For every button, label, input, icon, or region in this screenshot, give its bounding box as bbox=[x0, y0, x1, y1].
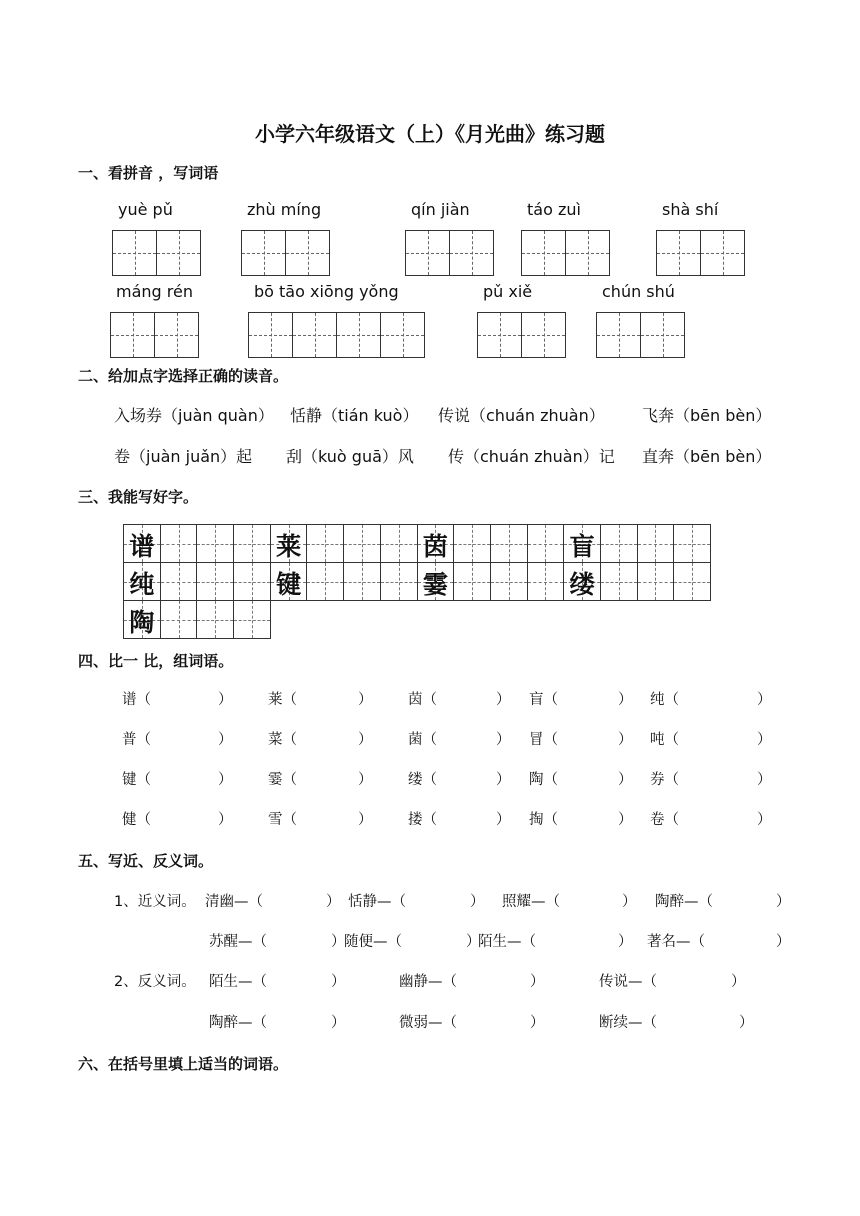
compare-item: 卷（ bbox=[650, 812, 679, 828]
compare-item: 冒（ bbox=[529, 732, 558, 748]
practice-cell[interactable] bbox=[161, 563, 198, 601]
practice-cell[interactable] bbox=[491, 563, 528, 601]
practice-cell[interactable] bbox=[454, 563, 491, 601]
compare-item: 盲（ bbox=[529, 692, 558, 708]
practice-cell[interactable] bbox=[564, 563, 601, 601]
practice-cell[interactable] bbox=[307, 525, 344, 563]
writing-cell[interactable] bbox=[657, 231, 701, 275]
section-3-heading: 三、我能写好字。 bbox=[78, 488, 199, 506]
practice-cell[interactable] bbox=[418, 563, 455, 601]
writing-cell[interactable] bbox=[286, 231, 330, 275]
synonym-label: 1、近义词。 bbox=[114, 894, 196, 910]
answer-close-paren: ） bbox=[757, 732, 772, 748]
practice-cell[interactable] bbox=[234, 601, 271, 639]
pinyin-label: bō tāo xiōng yǒng bbox=[254, 282, 399, 301]
writing-cell[interactable] bbox=[450, 231, 494, 275]
answer-close-paren: ） bbox=[496, 772, 511, 788]
word-pair-item: 陌生—（ bbox=[478, 934, 536, 950]
reading-item: 卷（juàn juǎn）起 bbox=[114, 447, 253, 466]
answer-close-paren: ） bbox=[739, 1015, 754, 1031]
answer-close-paren: ） bbox=[331, 934, 346, 950]
answer-close-paren: ） bbox=[466, 934, 481, 950]
model-character: 谱 bbox=[129, 532, 155, 561]
model-character: 茵 bbox=[422, 532, 448, 561]
word-pair-item: 陶醉—（ bbox=[209, 1015, 267, 1031]
word-pair-item: 著名—（ bbox=[647, 934, 705, 950]
reading-item: 直奔（bēn bèn） bbox=[642, 447, 772, 466]
answer-close-paren: ） bbox=[496, 732, 511, 748]
writing-cell[interactable] bbox=[155, 313, 199, 357]
reading-item: 飞奔（bēn bèn） bbox=[642, 406, 772, 425]
answer-close-paren: ） bbox=[618, 772, 633, 788]
practice-cell[interactable] bbox=[528, 563, 565, 601]
practice-cell[interactable] bbox=[674, 525, 711, 563]
practice-cell[interactable] bbox=[197, 563, 234, 601]
compare-item: 缕（ bbox=[408, 772, 437, 788]
answer-close-paren: ） bbox=[496, 692, 511, 708]
compare-item: 菜（ bbox=[268, 732, 297, 748]
writing-cell[interactable] bbox=[522, 231, 566, 275]
writing-cell[interactable] bbox=[337, 313, 381, 357]
practice-cell[interactable] bbox=[271, 563, 308, 601]
writing-cell[interactable] bbox=[242, 231, 286, 275]
practice-cell[interactable] bbox=[234, 563, 271, 601]
writing-cell[interactable] bbox=[701, 231, 745, 275]
writing-grid[interactable] bbox=[248, 312, 425, 358]
reading-item: 传说（chuán zhuàn） bbox=[438, 406, 605, 425]
pinyin-label: qín jiàn bbox=[411, 200, 470, 219]
answer-close-paren: ） bbox=[218, 812, 233, 828]
pinyin-label: táo zuì bbox=[527, 200, 581, 219]
writing-grid[interactable] bbox=[596, 312, 685, 358]
writing-cell[interactable] bbox=[522, 313, 566, 357]
compare-item: 莱（ bbox=[268, 692, 297, 708]
section-6-heading: 六、在括号里填上适当的词语。 bbox=[78, 1055, 289, 1073]
word-pair-item: 幽静—（ bbox=[399, 974, 457, 990]
practice-cell[interactable] bbox=[344, 525, 381, 563]
writing-grid[interactable] bbox=[112, 230, 201, 276]
compare-item: 陶（ bbox=[529, 772, 558, 788]
answer-close-paren: ） bbox=[218, 732, 233, 748]
practice-cell[interactable] bbox=[234, 525, 271, 563]
model-character: 键 bbox=[276, 570, 302, 599]
model-character: 盲 bbox=[569, 532, 595, 561]
answer-close-paren: ） bbox=[470, 894, 485, 910]
writing-grid[interactable] bbox=[656, 230, 745, 276]
answer-close-paren: ） bbox=[218, 772, 233, 788]
answer-close-paren: ） bbox=[776, 894, 791, 910]
writing-cell[interactable] bbox=[293, 313, 337, 357]
answer-close-paren: ） bbox=[530, 1015, 545, 1031]
word-pair-item: 传说—（ bbox=[599, 974, 657, 990]
practice-cell[interactable] bbox=[381, 563, 418, 601]
compare-item: 纯（ bbox=[650, 692, 679, 708]
pinyin-label: zhù míng bbox=[247, 200, 322, 219]
writing-cell[interactable] bbox=[597, 313, 641, 357]
practice-cell[interactable] bbox=[674, 563, 711, 601]
word-pair-item: 恬静—（ bbox=[348, 894, 406, 910]
answer-close-paren: ） bbox=[618, 934, 633, 950]
section-4-heading: 四、比一 比，组词语。 bbox=[78, 652, 234, 670]
writing-grid[interactable] bbox=[405, 230, 494, 276]
compare-item: 健（ bbox=[122, 812, 151, 828]
writing-cell[interactable] bbox=[406, 231, 450, 275]
word-pair-item: 清幽—（ bbox=[205, 894, 263, 910]
compare-item: 普（ bbox=[122, 732, 151, 748]
answer-close-paren: ） bbox=[331, 1015, 346, 1031]
answer-close-paren: ） bbox=[618, 692, 633, 708]
writing-cell[interactable] bbox=[478, 313, 522, 357]
reading-item: 恬静（tián kuò） bbox=[290, 406, 419, 425]
practice-cell[interactable] bbox=[161, 601, 198, 639]
compare-item: 霎（ bbox=[268, 772, 297, 788]
pinyin-label: máng rén bbox=[116, 282, 193, 301]
pinyin-label: chún shú bbox=[602, 282, 675, 301]
writing-cell[interactable] bbox=[111, 313, 155, 357]
compare-item: 掏（ bbox=[529, 812, 558, 828]
model-character: 缕 bbox=[569, 570, 595, 599]
answer-close-paren: ） bbox=[618, 812, 633, 828]
section-1-heading: 一、看拼音 ，写词语 bbox=[78, 164, 219, 182]
practice-cell[interactable] bbox=[344, 563, 381, 601]
word-pair-item: 微弱—（ bbox=[399, 1015, 457, 1031]
section-5-heading: 五、写近、反义词。 bbox=[78, 852, 214, 870]
practice-cell[interactable] bbox=[124, 563, 161, 601]
pinyin-label: shà shí bbox=[662, 200, 719, 219]
answer-close-paren: ） bbox=[530, 974, 545, 990]
writing-grid[interactable] bbox=[477, 312, 566, 358]
writing-grid[interactable] bbox=[241, 230, 330, 276]
compare-item: 茵（ bbox=[408, 692, 437, 708]
word-pair-item: 陶醉—（ bbox=[655, 894, 713, 910]
answer-close-paren: ） bbox=[218, 692, 233, 708]
answer-close-paren: ） bbox=[358, 772, 373, 788]
practice-cell[interactable] bbox=[638, 563, 675, 601]
model-character: 纯 bbox=[129, 570, 155, 599]
pinyin-label: pǔ xiě bbox=[483, 282, 533, 301]
answer-close-paren: ） bbox=[776, 934, 791, 950]
practice-cell[interactable] bbox=[381, 525, 418, 563]
compare-item: 搂（ bbox=[408, 812, 437, 828]
word-pair-item: 陌生—（ bbox=[209, 974, 267, 990]
compare-item: 菌（ bbox=[408, 732, 437, 748]
answer-close-paren: ） bbox=[622, 894, 637, 910]
writing-grid[interactable] bbox=[110, 312, 199, 358]
practice-cell[interactable] bbox=[454, 525, 491, 563]
practice-cell[interactable] bbox=[124, 601, 161, 639]
reading-item: 入场券（juàn quàn） bbox=[114, 406, 274, 425]
reading-item: 刮（kuò guā）风 bbox=[286, 447, 414, 466]
answer-close-paren: ） bbox=[496, 812, 511, 828]
answer-close-paren: ） bbox=[358, 812, 373, 828]
page-title: 小学六年级语文（上）《月光曲》练习题 bbox=[255, 122, 605, 146]
compare-item: 雪（ bbox=[268, 812, 297, 828]
answer-close-paren: ） bbox=[618, 732, 633, 748]
model-character: 莱 bbox=[276, 532, 302, 561]
answer-close-paren: ） bbox=[731, 974, 746, 990]
practice-cell[interactable] bbox=[601, 563, 638, 601]
writing-cell[interactable] bbox=[566, 231, 610, 275]
answer-close-paren: ） bbox=[358, 732, 373, 748]
model-character: 陶 bbox=[129, 608, 155, 637]
writing-cell[interactable] bbox=[157, 231, 201, 275]
practice-cell[interactable] bbox=[638, 525, 675, 563]
answer-close-paren: ） bbox=[757, 692, 772, 708]
antonym-label: 2、反义词。 bbox=[114, 974, 196, 990]
answer-close-paren: ） bbox=[757, 812, 772, 828]
practice-cell[interactable] bbox=[124, 525, 161, 563]
answer-close-paren: ） bbox=[331, 974, 346, 990]
word-pair-item: 照耀—（ bbox=[502, 894, 560, 910]
practice-cell[interactable] bbox=[564, 525, 601, 563]
answer-close-paren: ） bbox=[757, 772, 772, 788]
pinyin-label: yuè pǔ bbox=[118, 200, 173, 219]
practice-cell[interactable] bbox=[197, 601, 234, 639]
writing-cell[interactable] bbox=[249, 313, 293, 357]
practice-cell[interactable] bbox=[197, 525, 234, 563]
practice-cell[interactable] bbox=[491, 525, 528, 563]
compare-item: 吨（ bbox=[650, 732, 679, 748]
writing-cell[interactable] bbox=[381, 313, 425, 357]
character-practice-grid bbox=[123, 524, 711, 639]
answer-close-paren: ） bbox=[358, 692, 373, 708]
practice-cell[interactable] bbox=[161, 525, 198, 563]
answer-close-paren: ） bbox=[326, 894, 341, 910]
compare-item: 券（ bbox=[650, 772, 679, 788]
practice-cell[interactable] bbox=[601, 525, 638, 563]
compare-item: 键（ bbox=[122, 772, 151, 788]
section-2-heading: 二、给加点字选择正确的读音。 bbox=[78, 367, 289, 385]
word-pair-item: 随便—（ bbox=[344, 934, 402, 950]
writing-cell[interactable] bbox=[113, 231, 157, 275]
practice-cell[interactable] bbox=[528, 525, 565, 563]
reading-item: 传（chuán zhuàn）记 bbox=[448, 447, 615, 466]
word-pair-item: 断续—（ bbox=[599, 1015, 657, 1031]
practice-cell[interactable] bbox=[307, 563, 344, 601]
writing-cell[interactable] bbox=[641, 313, 685, 357]
writing-grid[interactable] bbox=[521, 230, 610, 276]
word-pair-item: 苏醒—（ bbox=[209, 934, 267, 950]
practice-cell[interactable] bbox=[271, 525, 308, 563]
practice-cell[interactable] bbox=[418, 525, 455, 563]
model-character: 霎 bbox=[422, 570, 448, 599]
compare-item: 谱（ bbox=[122, 692, 151, 708]
